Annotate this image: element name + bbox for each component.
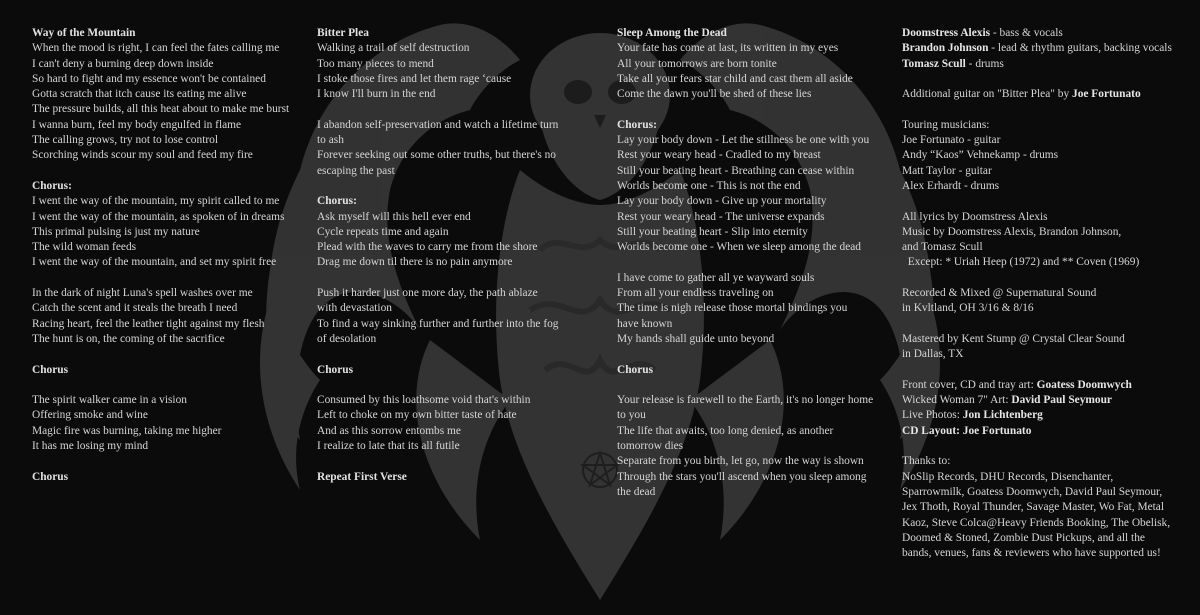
lyric-line: Your fate has come at last, its written in my eyes <box>617 42 839 55</box>
lyric-line: I abandon self-preservation and watch a lifetime turn <box>317 118 559 131</box>
lyric-line: When the mood is right, I can feel the fates calling me <box>32 42 280 55</box>
lyric-line: Through the stars you'll ascend when you sleep among <box>617 470 867 483</box>
repeat-heading: Repeat First Verse <box>317 470 407 483</box>
lyric-line: The spirit walker came in a vision <box>32 394 187 407</box>
lyric-line: I realize to late that its all futile <box>317 440 460 453</box>
credits-column <box>902 26 1172 577</box>
lyric-line: Cycle repeats time and again <box>317 225 449 238</box>
member-role: - drums <box>965 57 1004 70</box>
lyric-line: escaping the past <box>317 164 395 177</box>
lyric-line: Worlds become one - This is not the end <box>617 179 801 192</box>
credit-line: NoSlip Records, DHU Records, Disenchanter, <box>902 470 1114 483</box>
song-title: Bitter Plea <box>317 27 369 39</box>
lyric-line: Worlds become one - When we sleep among the dead <box>617 241 862 254</box>
credit-text: Live Photos: <box>902 409 963 422</box>
lyric-line: Still your beating heart - Slip into eternity <box>617 225 808 238</box>
verse <box>317 286 559 347</box>
member-name: Doomstress Alexis <box>902 27 991 39</box>
chorus <box>617 118 873 256</box>
lyric-line: have known <box>617 317 673 330</box>
lyric-line: The life that awaits, too long denied, as another <box>617 424 834 437</box>
credit-text: Wicked Woman 7" Art: <box>902 394 1012 407</box>
lyric-line: Too many pieces to mend <box>317 57 434 70</box>
mastering-credits <box>902 332 1172 363</box>
member-role: - bass & vocals <box>990 27 1063 39</box>
credit-line: Joe Fortunato - guitar <box>902 134 1001 147</box>
member-line <box>902 57 1172 72</box>
lyric-line: All your tomorrows are born tonite <box>617 57 777 70</box>
member-name: Brandon Johnson <box>902 42 989 55</box>
lyric-line: Lay your body down - Give up your mortality <box>617 195 827 208</box>
lyric-line: to you <box>617 409 646 422</box>
credit-line: and Tomasz Scull <box>902 241 983 254</box>
lyric-line: Still your beating heart - Breathing can cease within <box>617 164 855 177</box>
chorus-heading: Chorus: <box>32 179 72 192</box>
lyric-line: Separate from you birth, let go, now the way is shown <box>617 455 864 468</box>
credit-text: Additional guitar on "Bitter Plea" by <box>902 88 1073 101</box>
lyric-line: Racing heart, feel the leather tight against my flesh <box>32 317 265 330</box>
credit-line: in Dallas, TX <box>902 348 964 361</box>
lyric-line: the dead <box>617 485 656 498</box>
member-name: Tomasz Scull <box>902 57 966 70</box>
thanks <box>902 454 1172 561</box>
credit-line: Except: * Uriah Heep (1972) and ** Coven (1969) <box>902 256 1140 269</box>
lyric-line: The calling grows, try not to lose control <box>32 134 219 147</box>
chorus <box>32 179 289 271</box>
lyric-line: The hunt is on, the coming of the sacrifice <box>32 332 225 345</box>
lyric-line: This primal pulsing is just my nature <box>32 225 200 238</box>
verse <box>317 393 559 454</box>
lyric-line: Ask myself will this hell ever end <box>317 210 471 223</box>
lyric-line: Consumed by this loathsome void that's within <box>317 394 531 407</box>
lyric-line: to ash <box>317 134 344 147</box>
verse <box>32 393 289 454</box>
member-role: - lead & rhythm guitars, backing vocals <box>988 42 1172 55</box>
lyric-line: of desolation <box>317 332 377 345</box>
song-title: Sleep Among the Dead <box>617 27 727 39</box>
credit-line <box>902 424 1172 439</box>
recording-credits <box>902 286 1172 317</box>
credit-line: All lyrics by Doomstress Alexis <box>902 210 1048 223</box>
lyric-line: Come the dawn you'll be shed of these lies <box>617 88 812 101</box>
lyric-line: I went the way of the mountain, as spoken of in dreams <box>32 210 285 223</box>
band-members <box>902 26 1172 72</box>
chorus-ref <box>32 470 289 485</box>
lyric-line: Rest your weary head - The universe expands <box>617 210 825 223</box>
credit-name: David Paul Seymour <box>1011 394 1112 407</box>
credit-line: bands, venues, fans & reviewers who have supported us! <box>902 547 1161 560</box>
chorus-ref <box>32 363 289 378</box>
credit-line: Andy “Kaos” Vehnekamp - drums <box>902 149 1059 162</box>
lyric-line: Gotta scratch that itch cause its eating me alive <box>32 88 247 101</box>
lyric-line: Forever seeking out some other truths, but there's no <box>317 149 556 162</box>
verse <box>617 393 873 500</box>
verse <box>617 41 873 102</box>
credit-line: Mastered by Kent Stump @ Crystal Clear Sound <box>902 332 1125 345</box>
chorus <box>317 194 559 270</box>
lyric-line: Push it harder just one more day, the path ablaze <box>317 287 538 300</box>
lyric-line: Scorching winds scour my soul and feed my fire <box>32 149 253 162</box>
chorus-ref <box>617 363 873 378</box>
lyric-line: I went the way of the mountain, and set my spirit free <box>32 256 277 269</box>
lyric-line: I can't deny a burning deep down inside <box>32 57 214 70</box>
lyric-line: The time is nigh release those mortal bindings you <box>617 302 848 315</box>
lyric-line: In the dark of night Luna's spell washes over me <box>32 287 253 300</box>
credit-line <box>902 408 1172 423</box>
lyric-line: Drag me down til there is no pain anymore <box>317 256 513 269</box>
lyrics-column-sleep-among-the-dead <box>617 26 873 516</box>
credit-line: Kaoz, Steve Colca@Heavy Friends Booking, The Obelisk, <box>902 516 1171 529</box>
additional-credit <box>902 87 1172 102</box>
credit-text: Front cover, CD and tray art: <box>902 378 1037 391</box>
lyrics-column-bitter-plea <box>317 26 559 500</box>
credit-name: Joe Fortunato <box>1072 88 1141 101</box>
lyric-line: The pressure builds, all this heat about to make me burst <box>32 103 290 116</box>
verse <box>617 271 873 347</box>
credit-line: Matt Taylor - guitar <box>902 164 992 177</box>
lyric-line: Offering smoke and wine <box>32 409 148 422</box>
chorus-heading: Chorus <box>317 363 354 376</box>
credit-line: Recorded & Mixed @ Supernatural Sound <box>902 287 1097 300</box>
verse <box>317 41 559 102</box>
member-line <box>902 41 1172 56</box>
lyric-line: To find a way sinking further and further into the fog <box>317 317 559 330</box>
song-title: Way of the Mountain <box>32 27 136 39</box>
lyrics-column-way-of-the-mountain <box>32 26 289 500</box>
lyric-line: Magic fire was burning, taking me higher <box>32 424 222 437</box>
lyric-line: Take all your fears star child and cast them all aside <box>617 72 853 85</box>
lyric-line: Lay your body down - Let the stillness be one with you <box>617 134 870 147</box>
credit-line: Thanks to: <box>902 455 951 468</box>
lyric-line: Walking a trail of self destruction <box>317 42 470 55</box>
repeat-ref <box>317 470 559 485</box>
lyric-line: Left to choke on my own bitter taste of hate <box>317 409 517 422</box>
credit-line: Jex Thoth, Royal Thunder, Savage Master, Wo Fat, Metal <box>902 501 1165 514</box>
credit-line <box>902 87 1172 102</box>
lyric-line: From all your endless traveling on <box>617 287 774 300</box>
credit-line: Alex Erhardt - drums <box>902 179 1000 192</box>
chorus-ref <box>317 363 559 378</box>
credit-line <box>902 378 1172 393</box>
touring-musicians <box>902 118 1172 194</box>
chorus-heading: Chorus: <box>317 195 357 208</box>
chorus-heading: Chorus <box>617 363 654 376</box>
lyric-line: with devastation <box>317 302 392 315</box>
lyric-line: tomorrow dies <box>617 440 684 453</box>
credit-name: Jon Lichtenberg <box>962 409 1043 422</box>
verse <box>317 118 559 179</box>
credit-line: in Kvltland, OH 3/16 & 8/16 <box>902 302 1034 315</box>
lyric-line: Catch the scent and it steals the breath I need <box>32 302 238 315</box>
credit-line: Sparrowmilk, Goatess Doomwych, David Paul Seymour, <box>902 485 1163 498</box>
writing-credits <box>902 210 1172 271</box>
credit-line: Touring musicians: <box>902 118 990 131</box>
credit-line: Doomed & Stoned, Zombie Dust Pickups, and all the <box>902 531 1145 544</box>
art-credits <box>902 378 1172 439</box>
chorus-heading: Chorus: <box>617 118 657 131</box>
lyric-line: My hands shall guide unto beyond <box>617 332 775 345</box>
chorus-heading: Chorus <box>32 470 69 483</box>
lyric-line: I know I'll burn in the end <box>317 88 436 101</box>
lyric-line: The wild woman feeds <box>32 241 137 254</box>
chorus-heading: Chorus <box>32 363 69 376</box>
credit-line <box>902 393 1172 408</box>
credit-name: Goatess Doomwych <box>1036 378 1132 391</box>
verse <box>32 41 289 163</box>
verse <box>32 286 289 347</box>
lyric-line: I wanna burn, feel my body engulfed in flame <box>32 118 242 131</box>
lyric-line: Your release is farewell to the Earth, it's no longer home <box>617 394 874 407</box>
lyric-line: I went the way of the mountain, my spirit called to me <box>32 195 280 208</box>
lyric-line: I stoke those fires and let them rage ‘cause <box>317 72 512 85</box>
credit-line: Music by Doomstress Alexis, Brandon Johnson, <box>902 225 1122 238</box>
lyric-line: It has me losing my mind <box>32 440 149 453</box>
member-line <box>902 26 1172 41</box>
lyric-line: So hard to fight and my essence won't be contained <box>32 72 266 85</box>
lyric-line: Rest your weary head - Cradled to my breast <box>617 149 821 162</box>
lyric-line: Plead with the waves to carry me from the shore <box>317 241 538 254</box>
credit-name: CD Layout: Joe Fortunato <box>902 424 1032 437</box>
lyric-line: I have come to gather all ye wayward souls <box>617 271 815 284</box>
lyric-line: And as this sorrow entombs me <box>317 424 461 437</box>
